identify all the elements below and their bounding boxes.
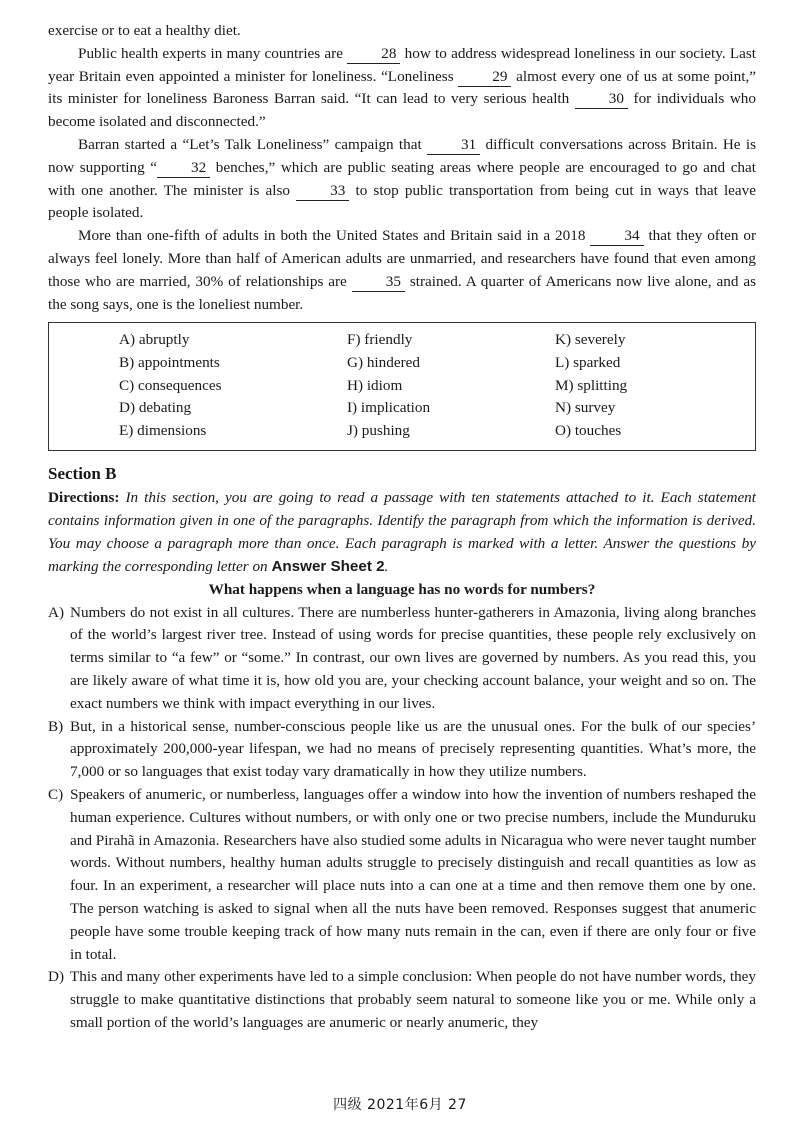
- paragraph-a: A) Numbers do not exist in all cultures. There are numberless hunter-gatherers in Amazonia, living along branches of the world’s largest river tree. Instead of using words for precise quantities, these people rely exclusively on terms similar to “a few” or “some.” In contrast, our own lives are governed by numbers. As you read this, you are likely aware of what time it is, how old you are, your checking account balance, your weight and so on. The exact numbers we think with impact everything in our lives.: [48, 603, 756, 712]
- paragraph-letter: A): [48, 603, 65, 621]
- blank-35[interactable]: 35: [352, 273, 405, 292]
- paragraph-letter: C): [48, 785, 64, 803]
- answer-sheet-label: Answer Sheet 2: [271, 557, 385, 575]
- paragraph-letter: B): [48, 717, 64, 735]
- blank-29[interactable]: 29: [458, 68, 511, 87]
- word-option[interactable]: B) appointments: [119, 353, 220, 371]
- paragraph-c: C) Speakers of anumeric, or numberless, languages offer a window into how the invention of numbers reshaped the human experience. Cultures without numbers, or with only one or two precise numbers, include the Munduruku and Pirahã in Amazonia. Researchers have also studied some adults in Nicaragua who were never taught number words. Without numbers, healthy human adults struggle to precisely distinguish and recall quantities as low as four. In an experiment, a researcher will place nuts into a can one at a time and then remove them one by one. The person watching is asked to signal when all the nuts have been removed. Responses suggest that anumeric people have some trouble keeping track of how many nuts remain in the can, even if there are only four or five in total.: [48, 785, 756, 963]
- passage-paragraph-3: More than one-fifth of adults in both the United States and Britain said in a 2018 34 that they often or always feel lonely. More than half of American adults are unmarried, and researchers have found that even among those who are married, 30% of relationships are 35 strained. A quarter of Americans now live alone, and as the song says, one is the loneliest number.: [48, 227, 756, 313]
- passage-title: What happens when a language has no words for numbers?: [208, 580, 596, 598]
- blank-31[interactable]: 31: [427, 136, 480, 155]
- directions-label: Directions:: [48, 489, 120, 507]
- word-bank-column-2: [347, 329, 430, 442]
- word-option[interactable]: D) debating: [119, 399, 192, 417]
- word-option[interactable]: N) survey: [555, 399, 616, 417]
- blank-28[interactable]: 28: [347, 45, 400, 64]
- paragraph-letter: D): [48, 968, 65, 986]
- word-option[interactable]: F) friendly: [347, 331, 413, 349]
- passage-line-0: exercise or to eat a healthy diet.: [48, 22, 241, 39]
- word-option[interactable]: H) idiom: [347, 376, 403, 394]
- word-option[interactable]: I) implication: [347, 399, 431, 417]
- blank-33[interactable]: 33: [296, 182, 349, 201]
- blank-34[interactable]: 34: [590, 227, 643, 246]
- paragraph-d: D) This and many other experiments have led to a simple conclusion: When people do not have number words, they struggle to make quantitative distinctions that probably seem natural to someone like you or me. While only a small portion of the world’s languages are anumeric or nearly anumeric, they: [48, 968, 756, 1031]
- directions: Directions: In this section, you are going to read a passage with ten statements attached to it. Each statement contains information given in one of the paragraphs. Identify the paragraph from which the information is derived. You may choose a paragraph more than once. Each paragraph is marked with a letter. Answer the questions by marking the corresponding letter on Answer Sheet 2.: [48, 489, 756, 575]
- blank-30[interactable]: 30: [575, 90, 628, 109]
- passage-paragraph-2: Barran started a “Let’s Talk Loneliness” campaign that 31 difficult conversations across Britain. He is now supporting “ 32 benches,” which are public seating areas where people are encouraged to go and chat with one another. The minister is also 33 to stop public transportation from being cut in ways that leave people isolated.: [48, 135, 756, 222]
- word-option[interactable]: A) abruptly: [119, 331, 190, 349]
- word-bank-column-3: [555, 329, 627, 442]
- word-option[interactable]: J) pushing: [347, 421, 410, 439]
- passage-paragraph-1: Public health experts in many countries are 28 how to address widespread loneliness in our society. Last year Britain even appointed a minister for loneliness. “Loneliness 29 almost every one of us at some point,” its minister for loneliness Baroness Barran said. “It can lead to very serious health 30 for individuals who become isolated and disconnected.”: [48, 44, 756, 131]
- word-option[interactable]: G) hindered: [347, 353, 420, 371]
- word-bank-column-1: [119, 329, 221, 442]
- word-option[interactable]: K) severely: [555, 331, 626, 349]
- page-content: [48, 20, 756, 1035]
- word-option[interactable]: M) splitting: [555, 376, 628, 394]
- word-option[interactable]: E) dimensions: [119, 421, 207, 439]
- section-b-title: Section B: [48, 464, 117, 484]
- page-footer: 四级 2021年6月 27: [333, 1097, 467, 1113]
- word-option[interactable]: C) consequences: [119, 376, 222, 394]
- word-option[interactable]: L) sparked: [555, 353, 621, 371]
- paragraph-b: B) But, in a historical sense, number-conscious people like us are the unusual ones. For the bulk of our species’ approximately 200,000-year lifespan, we had no means of precisely representing quantities. What’s more, the 7,000 or so languages that exist today vary dramatically in how they utilize numbers.: [48, 717, 756, 781]
- word-bank: [48, 322, 756, 451]
- word-option[interactable]: O) touches: [555, 421, 622, 439]
- blank-32[interactable]: 32: [157, 159, 210, 178]
